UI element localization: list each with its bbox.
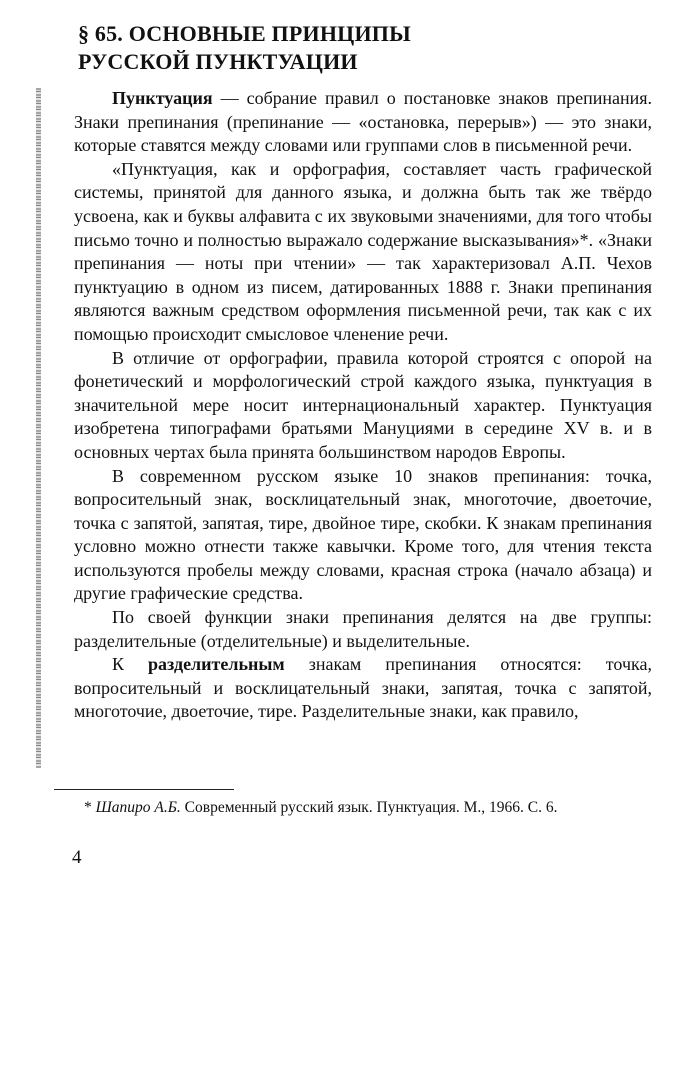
- paragraph-separating-text: знакам препинания относятся: точка, вопросительный и восклицательный знаки, запятая, точка с запятой, многоточие, двоеточие, тире. Разделительные знаки, как правило,: [74, 654, 652, 722]
- section-heading-line-2: РУССКОЙ ПУНКТУАЦИИ: [78, 49, 358, 74]
- main-text: [74, 87, 652, 724]
- section-heading-line-1: § 65. ОСНОВНЫЕ ПРИНЦИПЫ: [78, 21, 411, 46]
- term-punctuation: Пунктуация: [112, 88, 213, 108]
- term-separating: разделительным: [148, 654, 285, 675]
- paragraph-quote: «Пунктуация, как и орфография, составляет часть графической системы, принятой для данного языка, и должна быть так же твёрдо усвоена, как и буквы алфавита с их звуковыми значениями, для того чтобы письмо точно и полностью выражало содержание высказывания»*. «Знаки препинания — ноты при чтении» — так характеризовал А.П. Чехов пунктуацию в одном из писем, датированных 1888 г. Знаки препинания являются важным средством оформления письменной речи, так как с их помощью происходит смысловое членение речи.: [74, 158, 652, 344]
- footnote-marker: *: [84, 799, 96, 816]
- section-heading: [78, 20, 678, 76]
- footnote-text: Современный русский язык. Пунктуация. М., 1966. С. 6.: [180, 799, 558, 816]
- footnote-author: Шапиро А.Б.: [95, 799, 181, 816]
- page-number: 4: [72, 847, 82, 868]
- paragraph-definition-text: — собрание правил о постановке знаков препинания. Знаки препинания (препинание — «остановка, перерыв») — это знаки, которые ставятся между словами или группами слов в письменной речи.: [74, 88, 652, 156]
- footnote: [84, 798, 664, 818]
- paragraph-separating-lead: К: [112, 654, 149, 675]
- paragraph-definition: [74, 87, 652, 158]
- scan-binding-edge: [36, 88, 41, 768]
- paragraph-separating: [74, 653, 652, 724]
- paragraph-marks-list: В современном русском языке 10 знаков препинания: точка, вопросительный знак, восклицательный знак, многоточие, двоеточие, точка с запятой, запятая, тире, двойное тире, скобки. К знакам препинания условно можно отнести также кавычки. Кроме того, для чтения текста используются пробелы между словами, красная строка (начало абзаца) и другие графические средства.: [74, 465, 652, 604]
- footnote-divider: [54, 789, 234, 790]
- paragraph-groups: По своей функции знаки препинания делятся на две группы: разделительные (отделительные) и выделительные.: [74, 607, 652, 651]
- paragraph-history: В отличие от орфографии, правила которой строятся с опорой на фонетический и морфологический строй каждого языка, пунктуация в значительной мере носит интернациональный характер. Пунктуация изобретена типографами братьями Мануциями в середине XV в. и в основных чертах была принята большинством народов Европы.: [74, 347, 652, 462]
